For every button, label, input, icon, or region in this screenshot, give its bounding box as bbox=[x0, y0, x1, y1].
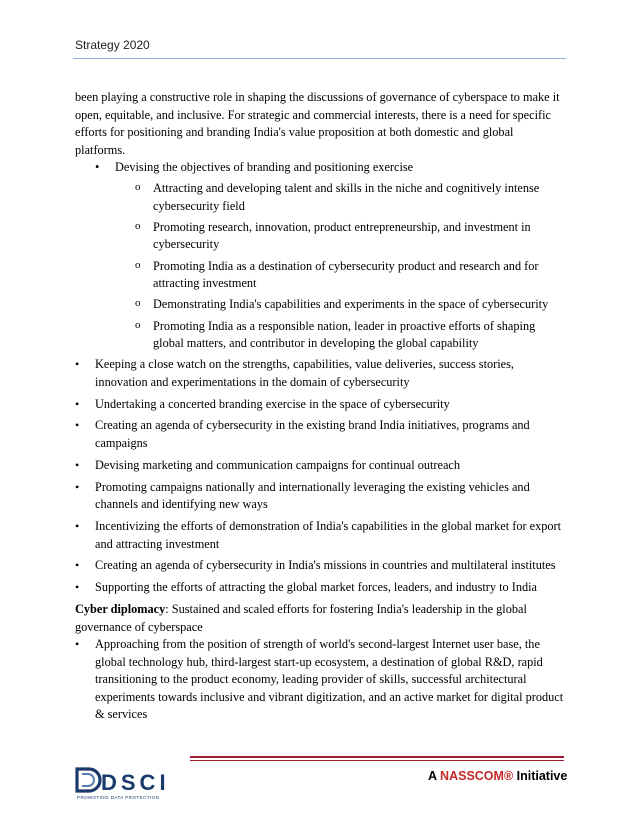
header-divider bbox=[73, 58, 566, 59]
document-body bbox=[75, 89, 565, 728]
cyber-diplomacy-text: : Sustained and scaled efforts for fostering India's leadership in the global governance of cyberspace bbox=[75, 601, 527, 634]
cyber-diplomacy-paragraph bbox=[75, 601, 565, 636]
action-item: • Undertaking a concerted branding exercise in the space of cybersecurity bbox=[75, 396, 565, 414]
action-item: • Creating an agenda of cybersecurity in India's missions in countries and multilateral institutes bbox=[75, 557, 565, 575]
nasscom-brand: NASSCOM® bbox=[440, 769, 514, 783]
actions-list bbox=[75, 356, 565, 596]
diplomacy-list bbox=[75, 636, 565, 724]
diplomacy-item: • Approaching from the position of strength of world's second-largest Internet user base, the global technology hub, third-largest start-up ecosystem, a destination of global R&D, rapid transitioning to the product economy, leading provider of skills, successful architectural experiments towards inclusive and vibrant digitization, and an active market for digital product & services bbox=[75, 636, 565, 724]
objectives-sublist bbox=[135, 180, 565, 353]
objectives-heading: Devising the objectives of branding and positioning exercise bbox=[115, 160, 414, 175]
cyber-diplomacy-title: Cyber diplomacy bbox=[75, 601, 166, 616]
page-header-title: Strategy 2020 bbox=[75, 38, 150, 52]
action-item: • Devising marketing and communication campaigns for continual outreach bbox=[75, 457, 565, 475]
objective-item: o Demonstrating India's capabilities and experiments in the space of cybersecurity bbox=[135, 296, 565, 314]
action-item: • Supporting the efforts of attracting the global market forces, leaders, and industry to India bbox=[75, 579, 565, 597]
tagline-suffix: Initiative bbox=[513, 769, 568, 783]
footer-divider-thin bbox=[190, 760, 564, 761]
action-item: • Keeping a close watch on the strengths, capabilities, value deliveries, success stories, innovation and experimentations in the domain of cybersecurity bbox=[75, 356, 565, 391]
objective-item: o Promoting India as a responsible nation, leader in proactive efforts of shaping global matters, and contributor in developing the global capability bbox=[135, 318, 565, 353]
logo-tagline: PROMOTING DATA PROTECTION bbox=[77, 795, 160, 800]
logo-letters: DSCI bbox=[101, 770, 170, 795]
objective-item: o Attracting and developing talent and skills in the niche and cognitively intense cybersecurity field bbox=[135, 180, 565, 215]
objectives-item bbox=[95, 159, 565, 352]
action-item: • Incentivizing the efforts of demonstration of India's capabilities in the global market for export and attracting investment bbox=[75, 518, 565, 553]
tagline-prefix: A bbox=[428, 769, 441, 783]
objective-item: o Promoting research, innovation, product entrepreneurship, and investment in cybersecurity bbox=[135, 219, 565, 254]
action-item: • Promoting campaigns nationally and internationally leveraging the existing vehicles and channels and identifying new ways bbox=[75, 479, 565, 514]
objectives-list bbox=[95, 159, 565, 352]
objective-item: o Promoting India as a destination of cybersecurity product and research and for attracting investment bbox=[135, 258, 565, 293]
action-item: • Creating an agenda of cybersecurity in the existing brand India initiatives, programs and campaigns bbox=[75, 417, 565, 452]
footer-divider bbox=[190, 756, 564, 758]
nasscom-tagline bbox=[428, 769, 567, 783]
dsci-logo bbox=[73, 765, 175, 801]
intro-paragraph: been playing a constructive role in shaping the discussions of governance of cyberspace to make it open, equitable, and inclusive. For strategic and commercial interests, there is a need for specific efforts for positioning and branding India's value proposition at both domestic and global platforms. bbox=[75, 90, 560, 157]
